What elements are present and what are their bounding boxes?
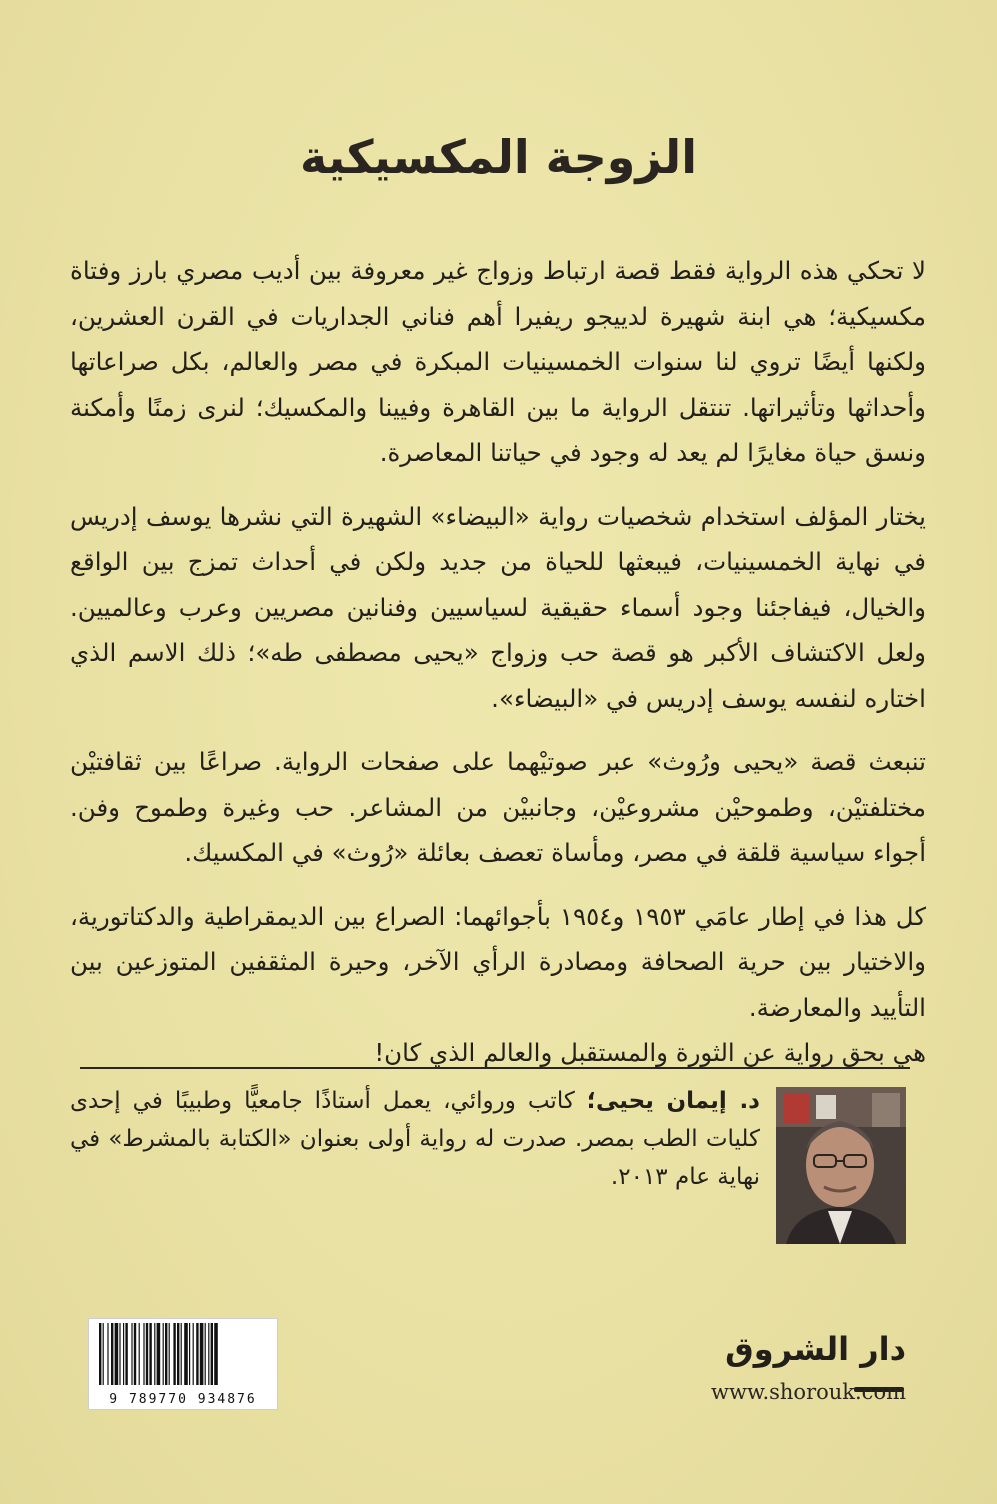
author-bio — [70, 1082, 760, 1196]
isbn-number: 9 789770 934876 — [109, 1392, 257, 1407]
blurb-paragraph: تنبعث قصة «يحيى ورُوث» عبر صوتيْهما على صفحات الرواية. صراعًا بين ثقافتيْن مختلفتيْن، وطموحيْن مشروعيْن، وجانبيْن من المشاعر. حب وغيرة وطموح وفن. أجواء سياسية قلقة في مصر، ومأساة تعصف بعائلة «رُوث» في المكسيك. — [70, 747, 926, 867]
barcode-bar — [139, 1323, 140, 1385]
barcode-bar — [163, 1323, 164, 1385]
blurb-paragraph: يختار المؤلف استخدام شخصيات رواية «البيضاء» الشهيرة التي نشرها يوسف إدريس في نهاية الخمسينيات، فيبعثها للحياة من جديد ولكن في أحداث تمزج بين الواقع والخيال، فيفاجئنا وجود أسماء حقيقية لسياسيين وفنانين مصريين وعرب وعالميين. ولعل الاكتشاف الأكبر هو قصة حب وزواج «يحيى مصطفى طه»؛ ذلك الاسم الذي اختاره لنفسه يوسف إدريس في «البيضاء». — [70, 501, 926, 713]
section-divider — [80, 1067, 910, 1069]
barcode-bar — [169, 1323, 170, 1385]
barcode-bar — [189, 1323, 190, 1385]
barcode-bar — [134, 1323, 136, 1385]
barcode-bar — [193, 1323, 194, 1385]
barcode-bar — [154, 1323, 155, 1385]
publisher-website: www.shorouk.com — [711, 1380, 906, 1404]
barcode-bar — [123, 1323, 124, 1385]
barcode-bar — [143, 1323, 144, 1385]
book-title: الزوجة المكسيكية — [300, 130, 697, 184]
barcode-bar — [107, 1323, 108, 1385]
barcode-bar — [211, 1323, 213, 1385]
blurb-paragraph: كل هذا في إطار عامَي ١٩٥٣ و١٩٥٤ بأجوائهما: الصراع بين الديمقراطية والدكتاتورية، والاختيار بين حرية الصحافة ومصادرة الرأي الآخر، وحيرة المثقفين المتوزعين بين التأييد والمعارضة. — [70, 901, 926, 1022]
barcode-bar — [103, 1323, 104, 1385]
isbn-barcode — [88, 1318, 278, 1410]
barcode-bar — [177, 1323, 179, 1385]
barcode-bar — [205, 1323, 206, 1385]
barcode-bar — [115, 1323, 119, 1385]
barcode-bar — [149, 1323, 151, 1385]
barcode-bar — [208, 1323, 209, 1385]
barcode-bar — [146, 1323, 148, 1385]
publisher-name: دار الشروق — [725, 1330, 906, 1368]
barcode-bar — [196, 1323, 198, 1385]
author-name: د. إيمان يحيى؛ — [586, 1088, 760, 1114]
author-bio-text: كاتب وروائي، يعمل أستاذًا جامعيًّا وطبيبًا في إحدى كليات الطب بمصر. صدرت له رواية أولى بعنوان «الكتابة بالمشرط» في نهاية عام ٢٠١٣. — [70, 1088, 760, 1190]
blurb-paragraph: لا تحكي هذه الرواية فقط قصة ارتباط وزواج غير معروفة بين أديب مصري بارز وفتاة مكسيكية؛ هي ابنة شهيرة لدييجو ريفيرا أهم فناني الجداريات في القرن العشرين، ولكنها أيضًا تروي لنا سنوات الخمسينيات المبكرة في مصر والعالم، بكل صراعاتها وأحداثها وتأثيراتها. تنتقل الرواية ما بين القاهرة وفيينا والمكسيك؛ لنرى زمنًا وأمكنة ونسق حياة مغايرًا لم يعد له وجود في حياتنا المعاصرة. — [70, 256, 926, 467]
barcode-bars — [89, 1319, 277, 1389]
barcode-bar — [214, 1323, 218, 1385]
barcode-bar — [181, 1323, 182, 1385]
barcode-bar — [99, 1323, 101, 1385]
barcode-bar — [173, 1323, 175, 1385]
blurb-closing-line: هي بحق رواية عن الثورة والمستقبل والعالم الذي كان! — [374, 1038, 926, 1067]
blurb — [70, 248, 926, 1094]
barcode-bar — [111, 1323, 113, 1385]
publisher-logo — [700, 1330, 906, 1382]
barcode-bar — [119, 1323, 120, 1385]
barcode-bar — [184, 1323, 188, 1385]
barcode-bar — [200, 1323, 204, 1385]
barcode-bar — [131, 1323, 132, 1385]
author-photo — [776, 1087, 906, 1244]
barcode-bar — [125, 1323, 127, 1385]
barcode-bar — [165, 1323, 167, 1385]
barcode-bar — [157, 1323, 161, 1385]
